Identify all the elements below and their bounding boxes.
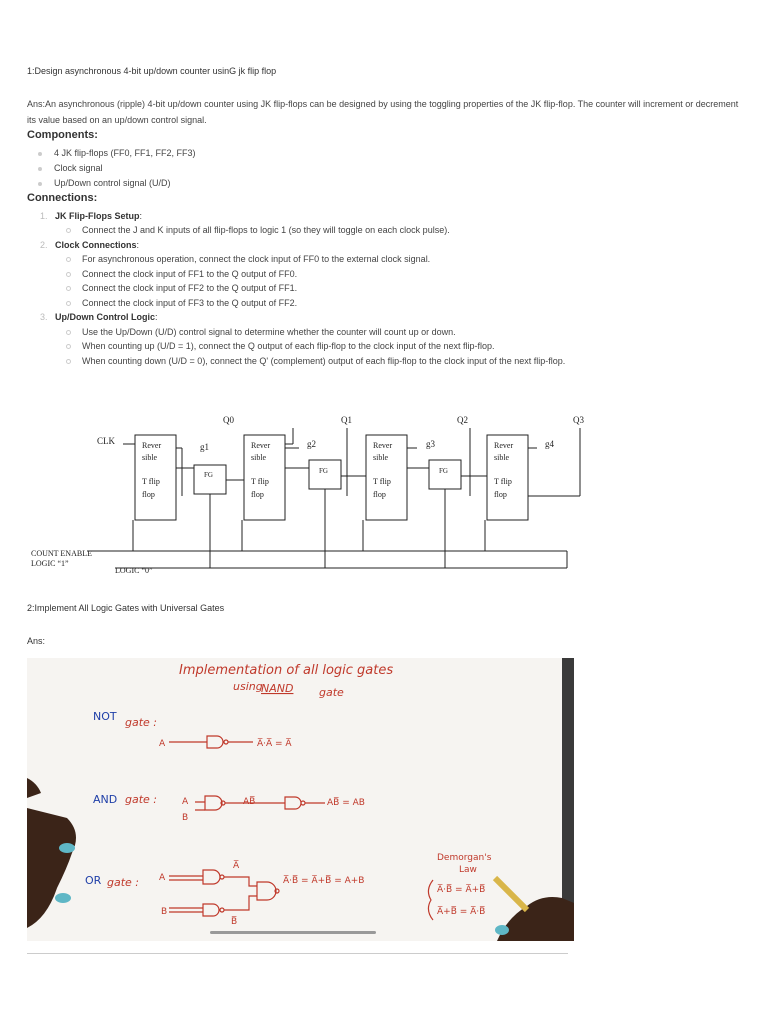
step-3-item: Use the Up/Down (U/D) control signal to determine whether the counter will count up or down. bbox=[66, 327, 456, 337]
svg-text:A: A bbox=[159, 739, 166, 749]
step-2-item: Connect the clock input of FF3 to the Q output of FF2. bbox=[66, 298, 297, 308]
ff-label: flop bbox=[373, 490, 386, 499]
ff-label: Rever bbox=[142, 441, 162, 450]
ff-label: Rever bbox=[251, 441, 271, 450]
circle-bullet-icon bbox=[66, 359, 71, 364]
svg-text:B: B bbox=[161, 907, 168, 917]
q3-label: Q3 bbox=[573, 415, 584, 425]
logic0-label: LOGIC “0” bbox=[115, 566, 153, 575]
count-enable-label: COUNT ENABLE bbox=[31, 549, 92, 558]
ff-label: sible bbox=[142, 453, 158, 462]
g2-label: g2 bbox=[307, 439, 316, 449]
not-label: NOT bbox=[93, 710, 117, 723]
circle-bullet-icon bbox=[66, 330, 71, 335]
and-expression: AB̅ = AB bbox=[327, 798, 365, 808]
q2-label: Q2 bbox=[457, 415, 468, 425]
ff-label: sible bbox=[494, 453, 510, 462]
step-2-item: Connect the clock input of FF2 to the Q output of FF1. bbox=[66, 283, 297, 293]
svg-text:gate :: gate : bbox=[107, 876, 140, 889]
photo-title: Implementation of all logic gates bbox=[179, 663, 394, 678]
question-2-title: 2:Implement All Logic Gates with Universal Gates bbox=[27, 603, 225, 613]
component-item: Up/Down control signal (U/D) bbox=[38, 178, 171, 188]
circle-bullet-icon bbox=[66, 301, 71, 306]
g4-label: g4 bbox=[545, 439, 554, 449]
ff-label: sible bbox=[251, 453, 267, 462]
g3-label: g3 bbox=[426, 439, 435, 449]
demorgan-rule-1: A̅·B̅ = A̅+B̅ bbox=[437, 885, 486, 895]
step-3-item: When counting down (U/D = 0), connect the Q' (complement) output of each flip-flop to the clock input of the next flip-flop. bbox=[66, 356, 565, 366]
counter-circuit-diagram bbox=[27, 408, 597, 580]
or-expression: A̅·B̅ = A̅+B̅ = A+B bbox=[283, 876, 365, 886]
circle-bullet-icon bbox=[66, 344, 71, 349]
bullet-icon bbox=[38, 182, 42, 186]
svg-text:A: A bbox=[159, 873, 166, 883]
circle-bullet-icon bbox=[66, 257, 71, 262]
step-3: 3. Up/Down Control Logic: bbox=[40, 312, 158, 322]
connections-heading: Connections: bbox=[27, 192, 98, 204]
not-expression: A̅·A̅ = A̅ bbox=[257, 739, 292, 749]
step-1-item: Connect the J and K inputs of all flip-flops to logic 1 (so they will toggle on each clock pulse). bbox=[66, 225, 450, 235]
question-1-answer: Ans:An asynchronous (ripple) 4-bit up/down counter using JK flip-flops can be designed by using the toggling properties of the JK flip-flop. The counter will increment or decrement its value based on an up/down control signal. bbox=[27, 99, 739, 125]
demorgan-rule-2: A̅+B̅ = A̅·B̅ bbox=[437, 907, 486, 917]
question-1-title: 1:Design asynchronous 4-bit up/down counter usinG jk flip flop bbox=[27, 66, 277, 76]
clk-label: CLK bbox=[97, 436, 115, 446]
ff-label: T flip bbox=[494, 477, 512, 486]
circle-bullet-icon bbox=[66, 272, 71, 277]
or-label: OR bbox=[85, 874, 102, 887]
nand-gates-photo bbox=[27, 658, 574, 941]
step-3-item: When counting up (U/D = 1), connect the Q output of each flip-flop to the clock input of the next flip-flop. bbox=[66, 341, 494, 351]
svg-text:B̅: B̅ bbox=[231, 917, 238, 927]
whiteboard-drawing bbox=[27, 658, 574, 941]
fg-label: FG bbox=[439, 467, 448, 475]
circle-bullet-icon bbox=[66, 286, 71, 291]
ff-label: T flip bbox=[373, 477, 391, 486]
svg-text:gate: gate bbox=[319, 686, 344, 699]
circle-bullet-icon bbox=[66, 228, 71, 233]
ff-label: Rever bbox=[373, 441, 393, 450]
svg-text:A: A bbox=[182, 797, 189, 807]
component-item: 4 JK flip-flops (FF0, FF1, FF2, FF3) bbox=[38, 148, 196, 158]
ff-label: T flip bbox=[142, 477, 160, 486]
demorgan-title: Demorgan's bbox=[437, 853, 492, 863]
q0-label: Q0 bbox=[223, 415, 234, 425]
component-item: Clock signal bbox=[38, 163, 103, 173]
svg-text:gate :: gate : bbox=[125, 716, 158, 729]
step-1: 1. JK Flip-Flops Setup: bbox=[40, 211, 143, 221]
svg-text:NAND: NAND bbox=[261, 682, 294, 695]
fg-block-1 bbox=[194, 465, 226, 494]
question-2-answer: Ans: bbox=[27, 636, 46, 646]
bullet-icon bbox=[38, 152, 42, 156]
svg-text:using: using bbox=[233, 680, 263, 693]
g1-label: g1 bbox=[200, 442, 209, 452]
svg-text:gate :: gate : bbox=[125, 793, 158, 806]
svg-text:A̅: A̅ bbox=[233, 861, 240, 871]
svg-text:Law: Law bbox=[459, 865, 477, 875]
ff-label: Rever bbox=[494, 441, 514, 450]
bullet-icon bbox=[38, 167, 42, 171]
fg-label: FG bbox=[319, 467, 328, 475]
ff-label: T flip bbox=[251, 477, 269, 486]
step-2-item: Connect the clock input of FF1 to the Q output of FF0. bbox=[66, 269, 297, 279]
step-2: 2. Clock Connections: bbox=[40, 240, 140, 250]
ff-label: flop bbox=[494, 490, 507, 499]
components-heading: Components: bbox=[27, 129, 98, 141]
ff-label: flop bbox=[251, 490, 264, 499]
svg-text:B: B bbox=[182, 813, 189, 823]
fg-label: FG bbox=[204, 471, 213, 479]
divider bbox=[27, 953, 568, 954]
ff-label: sible bbox=[373, 453, 389, 462]
step-2-item: For asynchronous operation, connect the clock input of FF0 to the external clock signal. bbox=[66, 254, 430, 264]
count-enable-label: LOGIC “1” bbox=[31, 559, 69, 568]
q1-label: Q1 bbox=[341, 415, 352, 425]
and-label: AND bbox=[93, 793, 118, 806]
ff-label: flop bbox=[142, 490, 155, 499]
svg-text:AB̅: AB̅ bbox=[243, 797, 256, 807]
